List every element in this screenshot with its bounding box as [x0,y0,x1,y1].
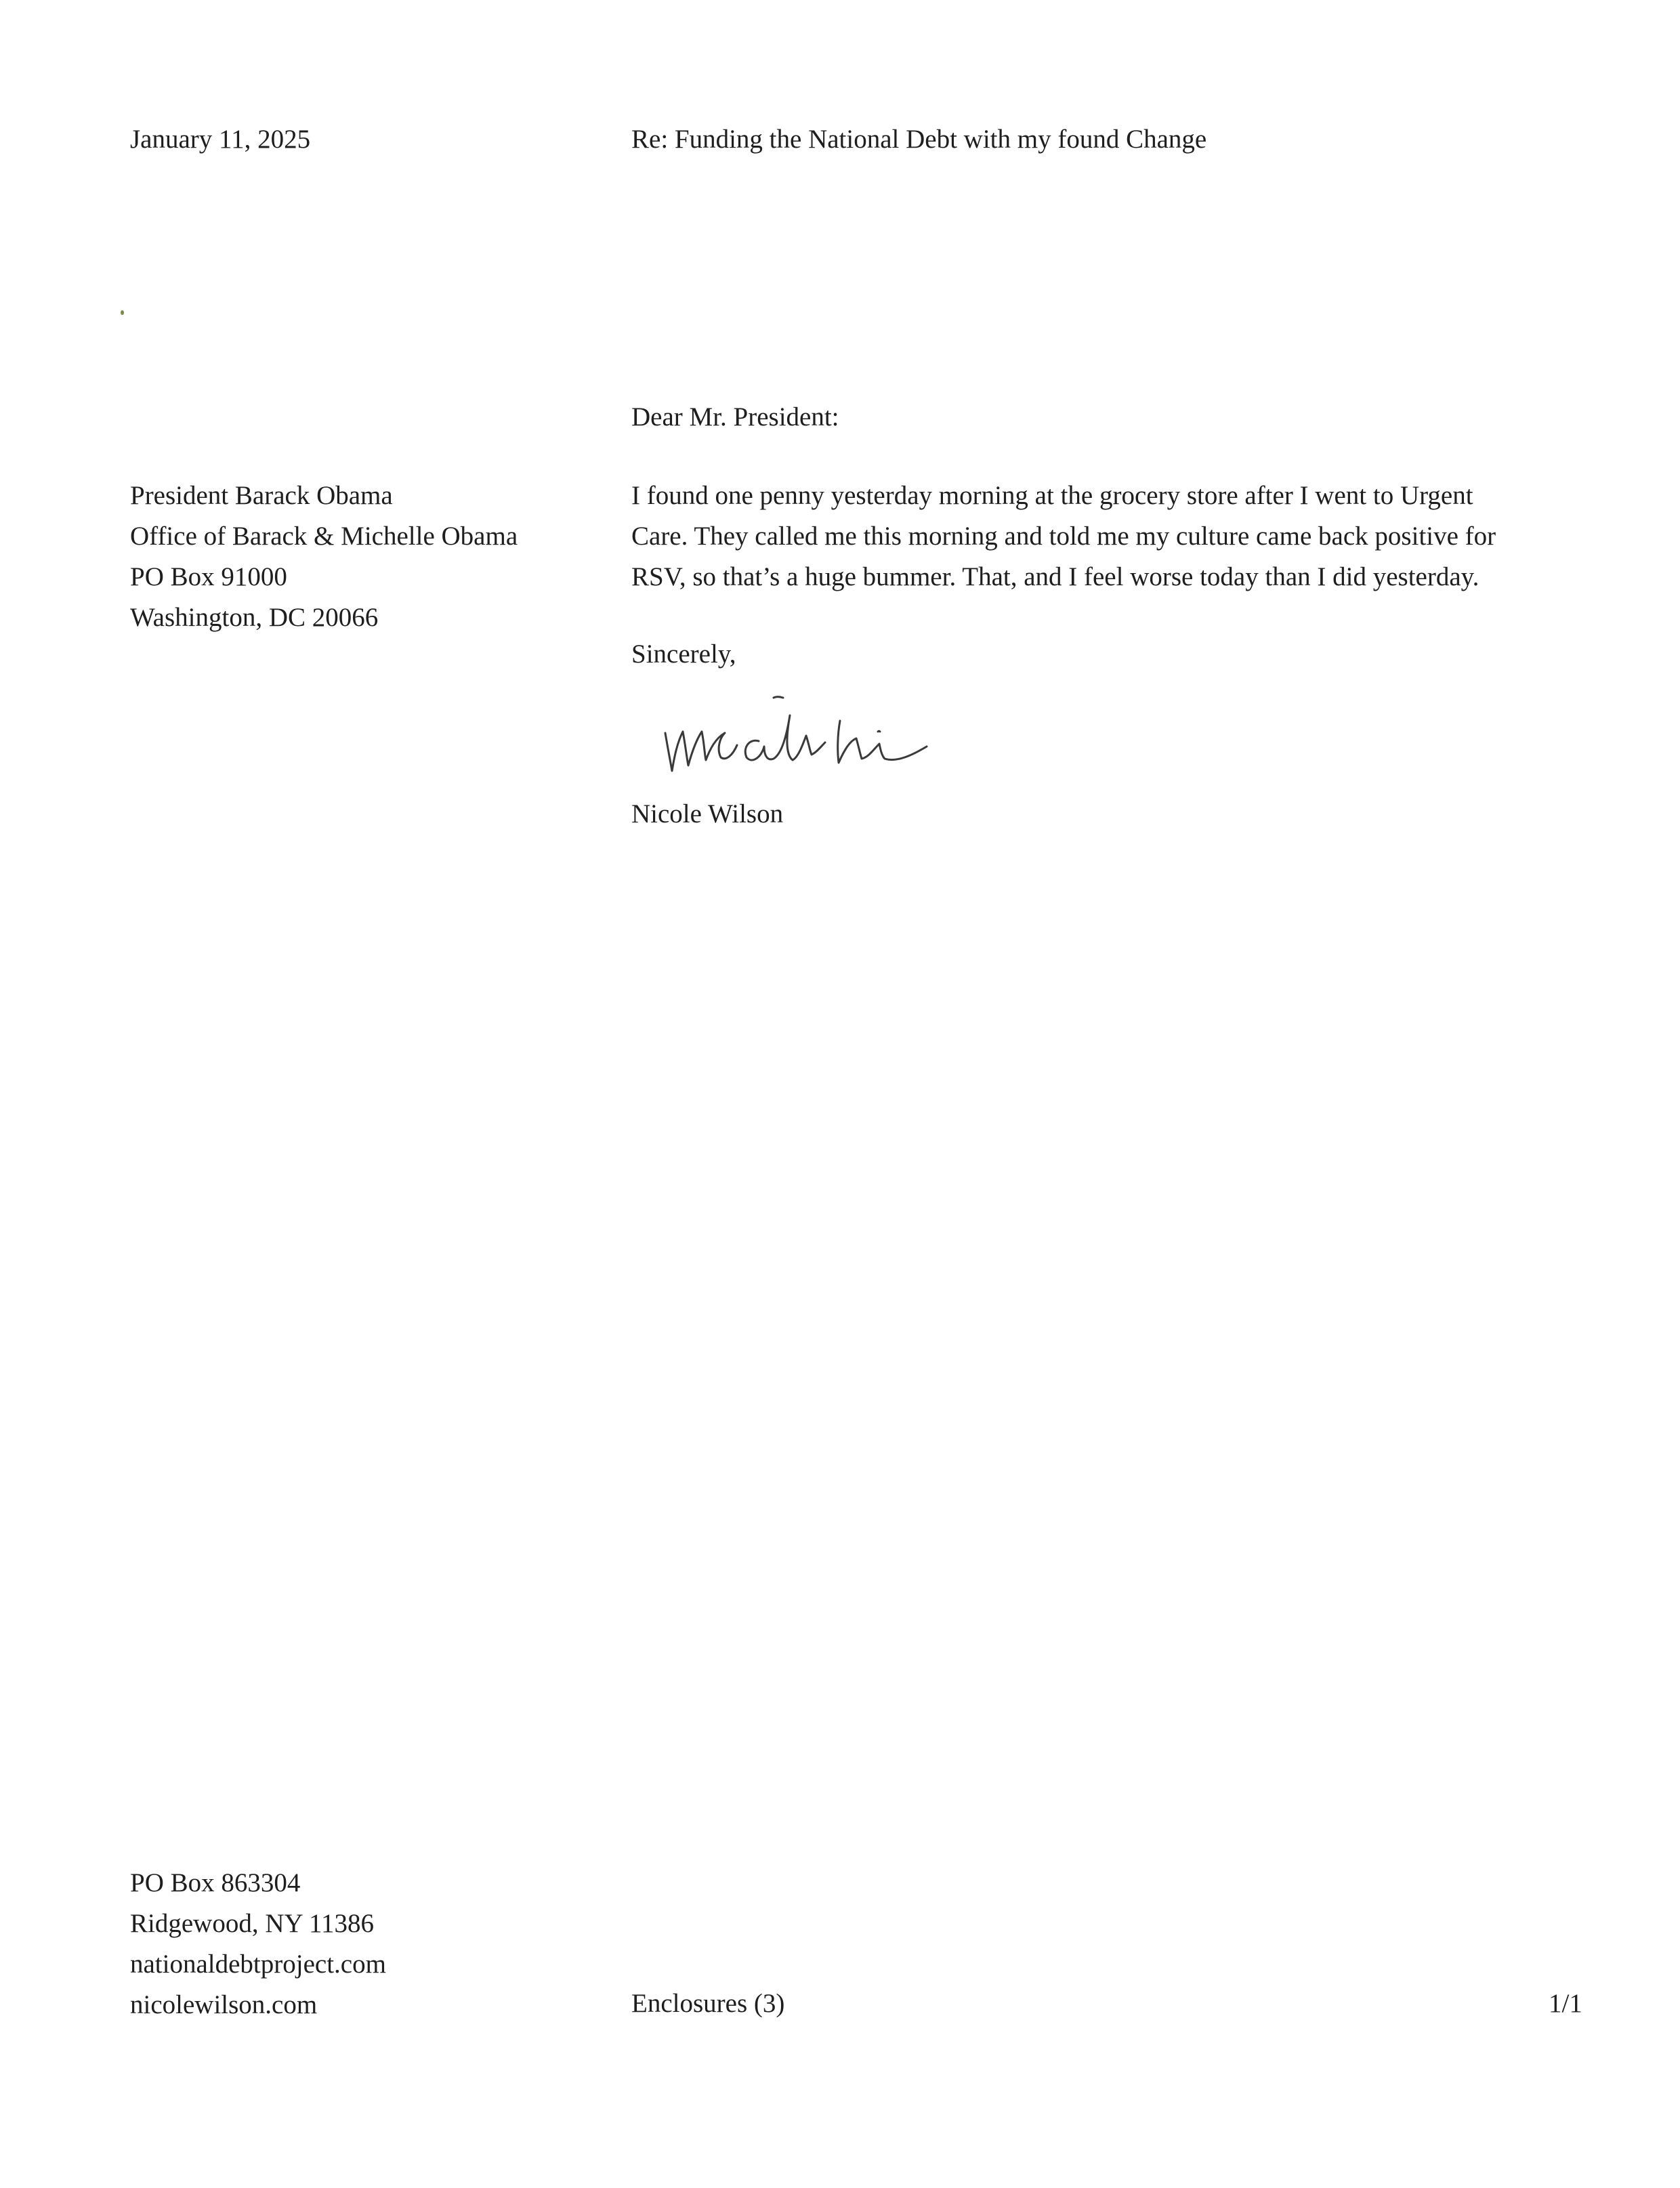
letter-date: January 11, 2025 [130,125,311,154]
handwritten-signature [657,684,982,786]
scan-speck [121,310,124,315]
body-line: RSV, so that’s a huge bummer. That, and I feel worse today than I did yesterday. [631,562,1479,591]
letter-body [631,476,1566,597]
body-line: I found one penny yesterday morning at the grocery store after I went to Urgent [631,481,1473,510]
sender-city: Ridgewood, NY 11386 [130,1909,375,1938]
recipient-city: Washington, DC 20066 [130,603,379,632]
sender-website: nicolewilson.com [130,1990,318,2019]
recipient-po-box: PO Box 91000 [130,562,287,591]
sender-website: nationaldebtproject.com [130,1950,386,1979]
letter-subject: Re: Funding the National Debt with my found Change [631,125,1207,154]
page-number: 1/1 [1549,1989,1582,2018]
sender-address [130,1863,386,2025]
body-line: Care. They called me this morning and told me my culture came back positive for [631,522,1496,551]
recipient-office: Office of Barack & Michelle Obama [130,522,518,551]
recipient-name: President Barack Obama [130,481,393,510]
signer-name: Nicole Wilson [631,799,784,828]
closing: Sincerely, [631,639,736,669]
sender-po-box: PO Box 863304 [130,1868,301,1897]
salutation: Dear Mr. President: [631,402,839,432]
enclosures-note: Enclosures (3) [631,1989,785,2018]
recipient-address [130,476,518,638]
